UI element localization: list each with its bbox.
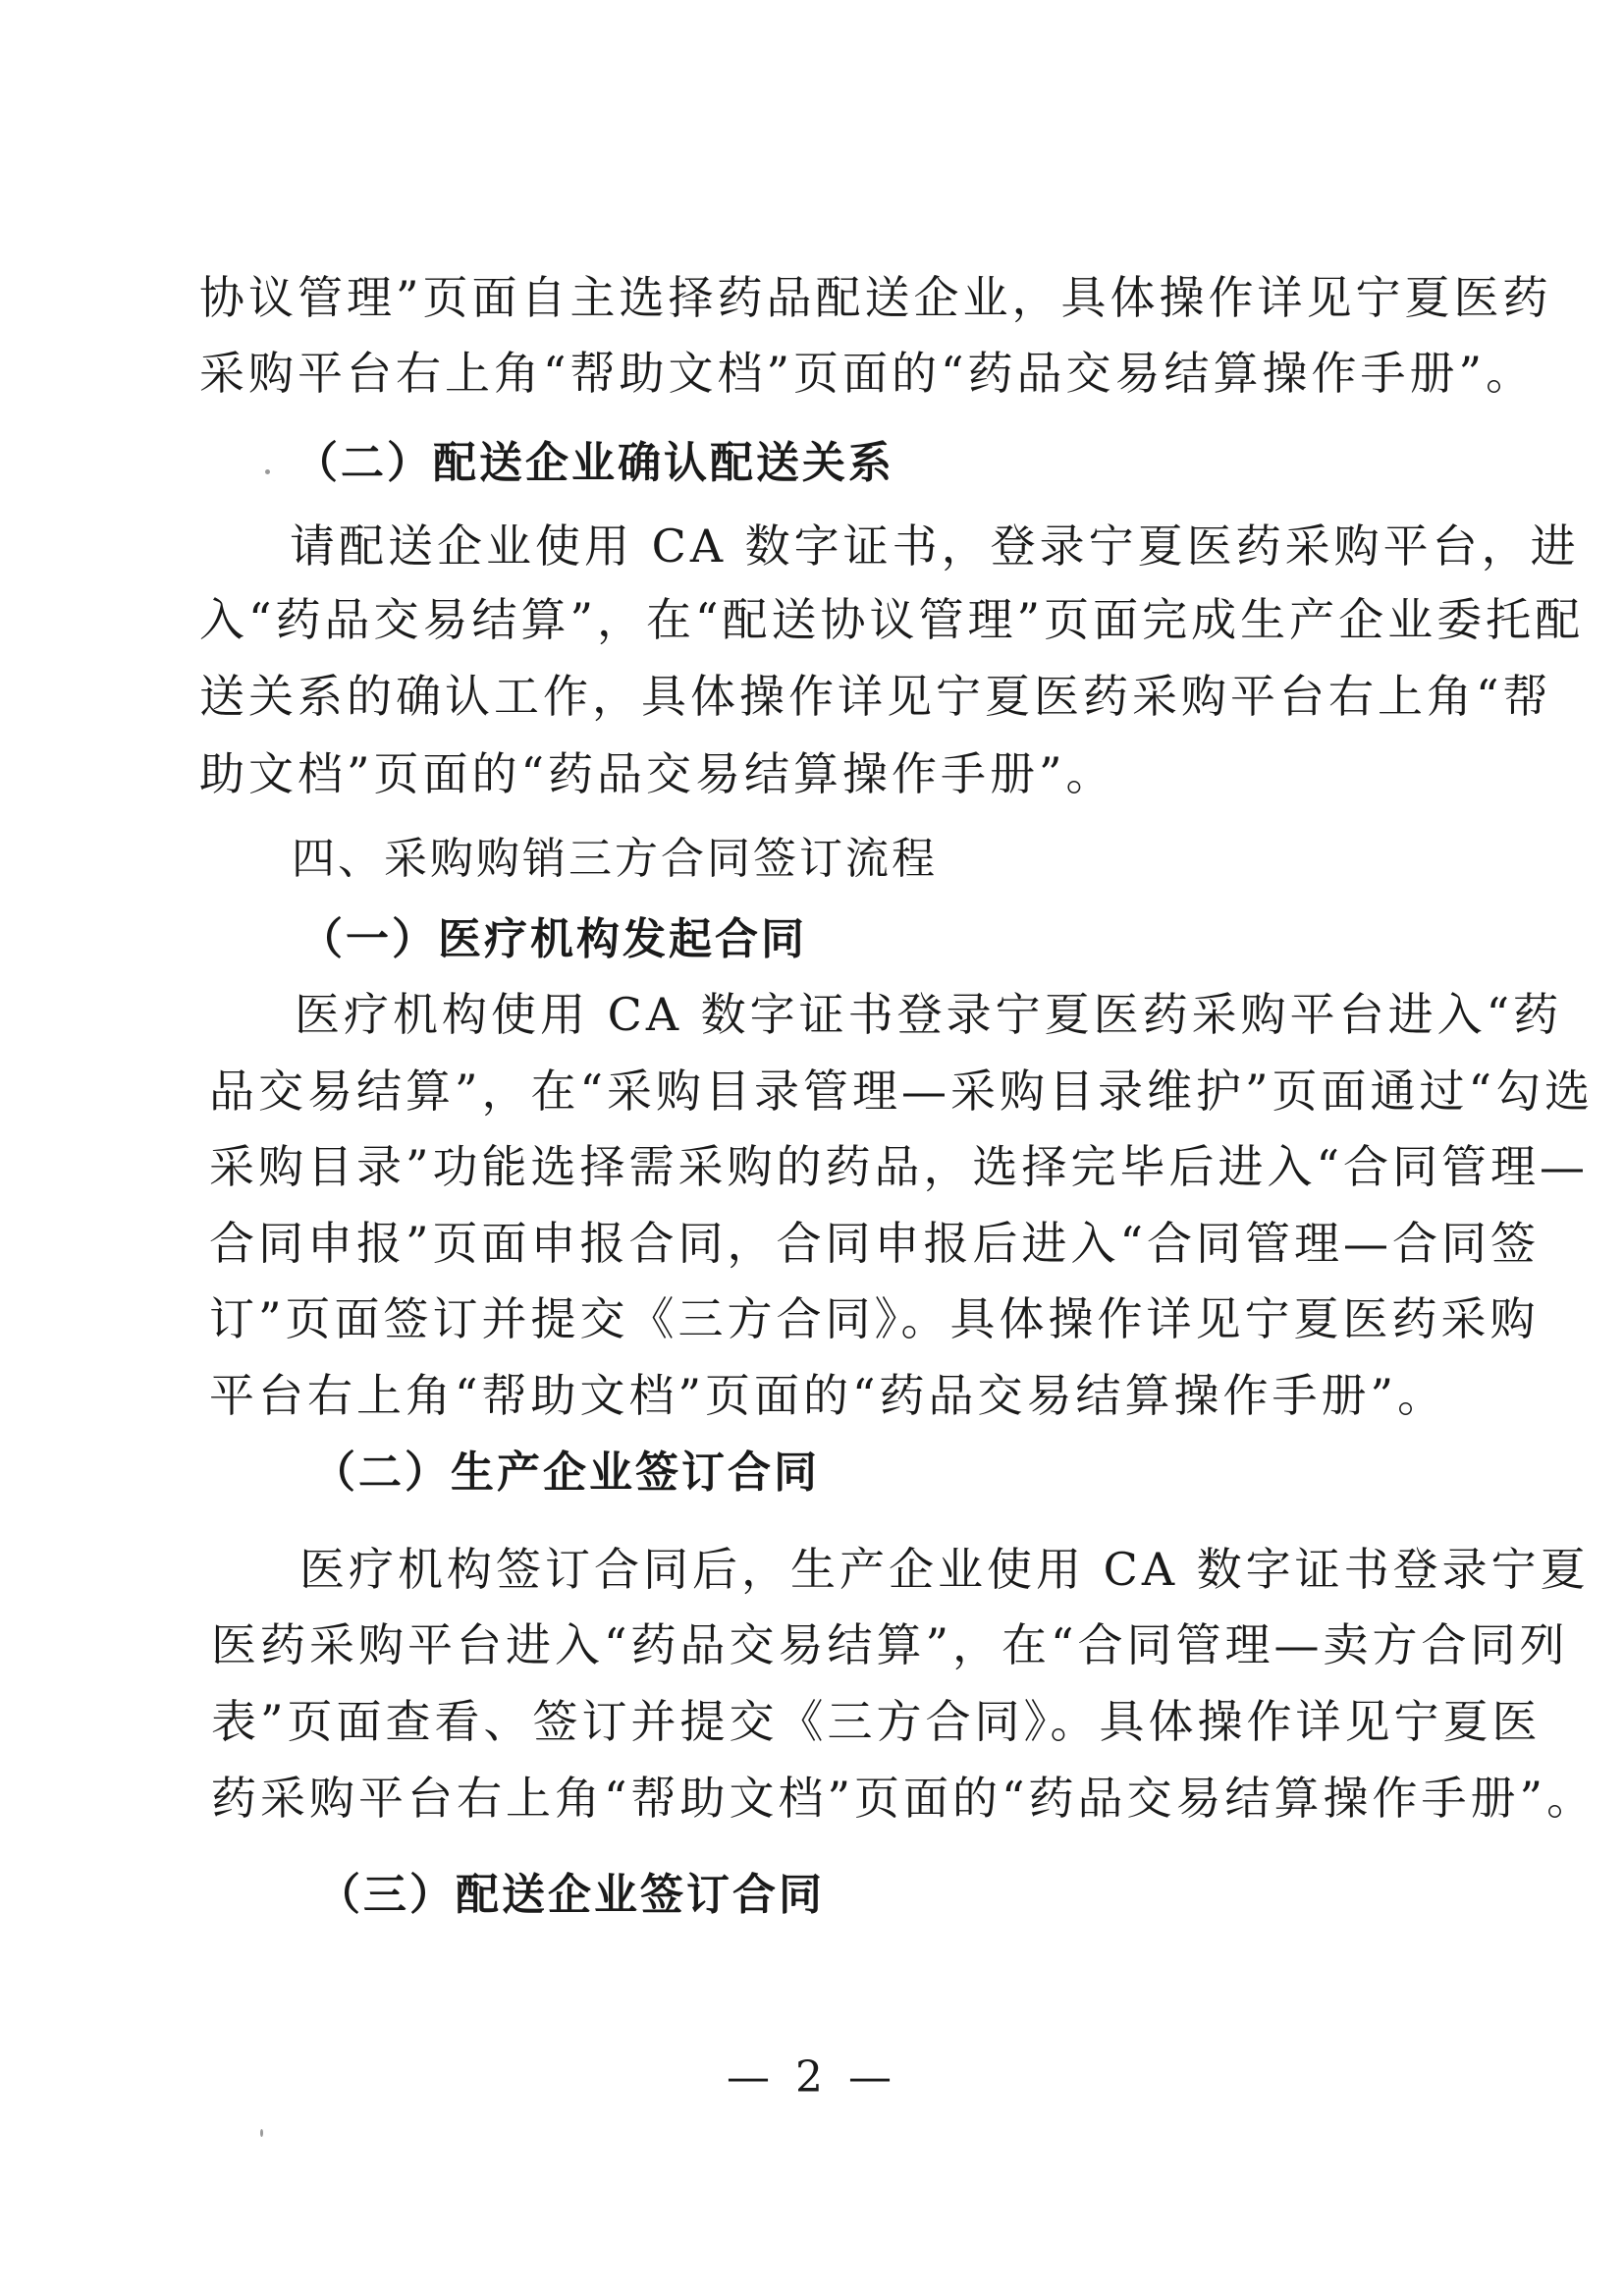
section-heading: （二）生产企业签订合同	[312, 1448, 820, 1498]
scan-speck	[260, 2129, 263, 2137]
section-heading: （一）医疗机构发起合同	[299, 914, 807, 964]
paragraph-line: 协议管理”页面自主选择药品配送企业，具体操作详见宁夏医药	[199, 271, 1552, 324]
paragraph-line: 表”页面查看、签订并提交《三方合同》。具体操作详见宁夏医	[211, 1695, 1542, 1748]
paragraph-line: 采购平台右上角“帮助文档”页面的“药品交易结算操作手册”。	[199, 347, 1536, 400]
paragraph-line: 品交易结算”，在“采购目录管理—采购目录维护”页面通过“勾选	[209, 1065, 1595, 1118]
paragraph-line: 入“药品交易结算”，在“配送协议管理”页面完成生产企业委托配	[199, 593, 1585, 646]
page-number: — 2 —	[727, 2052, 897, 2103]
paragraph-line: 平台右上角“帮助文档”页面的“药品交易结算操作手册”。	[209, 1369, 1447, 1422]
paragraph-line: 药采购平台右上角“帮助文档”页面的“药品交易结算操作手册”。	[211, 1772, 1597, 1825]
paragraph-line: 请配送企业使用 CA 数字证书，登录宁夏医药采购平台，进	[290, 519, 1580, 573]
paragraph-line: 医药采购平台进入“药品交易结算”，在“合同管理—卖方合同列	[211, 1618, 1569, 1671]
paragraph-line: 送关系的确认工作，具体操作详见宁夏医药采购平台右上角“帮	[199, 670, 1552, 723]
paragraph-line: 采购目录”功能选择需采购的药品，选择完毕后进入“合同管理—	[209, 1140, 1590, 1193]
paragraph-line: 医疗机构签订合同后，生产企业使用 CA 数字证书登录宁夏	[299, 1543, 1590, 1596]
paragraph-line: 医疗机构使用 CA 数字证书登录宁夏医药采购平台进入“药	[295, 988, 1563, 1041]
section-heading: （三）配送企业签订合同	[317, 1870, 825, 1920]
section-heading: （二）配送企业确认配送关系	[295, 438, 894, 488]
paragraph-line: 合同申报”页面申报合同，合同申报后进入“合同管理—合同签	[209, 1217, 1541, 1270]
paragraph-line: 助文档”页面的“药品交易结算操作手册”。	[199, 747, 1115, 800]
scan-speck	[265, 469, 270, 474]
chapter-heading: 四、采购购销三方合同签订流程	[292, 834, 938, 884]
paragraph-line: 订”页面签订并提交《三方合同》。具体操作详见宁夏医药采购	[209, 1292, 1540, 1345]
